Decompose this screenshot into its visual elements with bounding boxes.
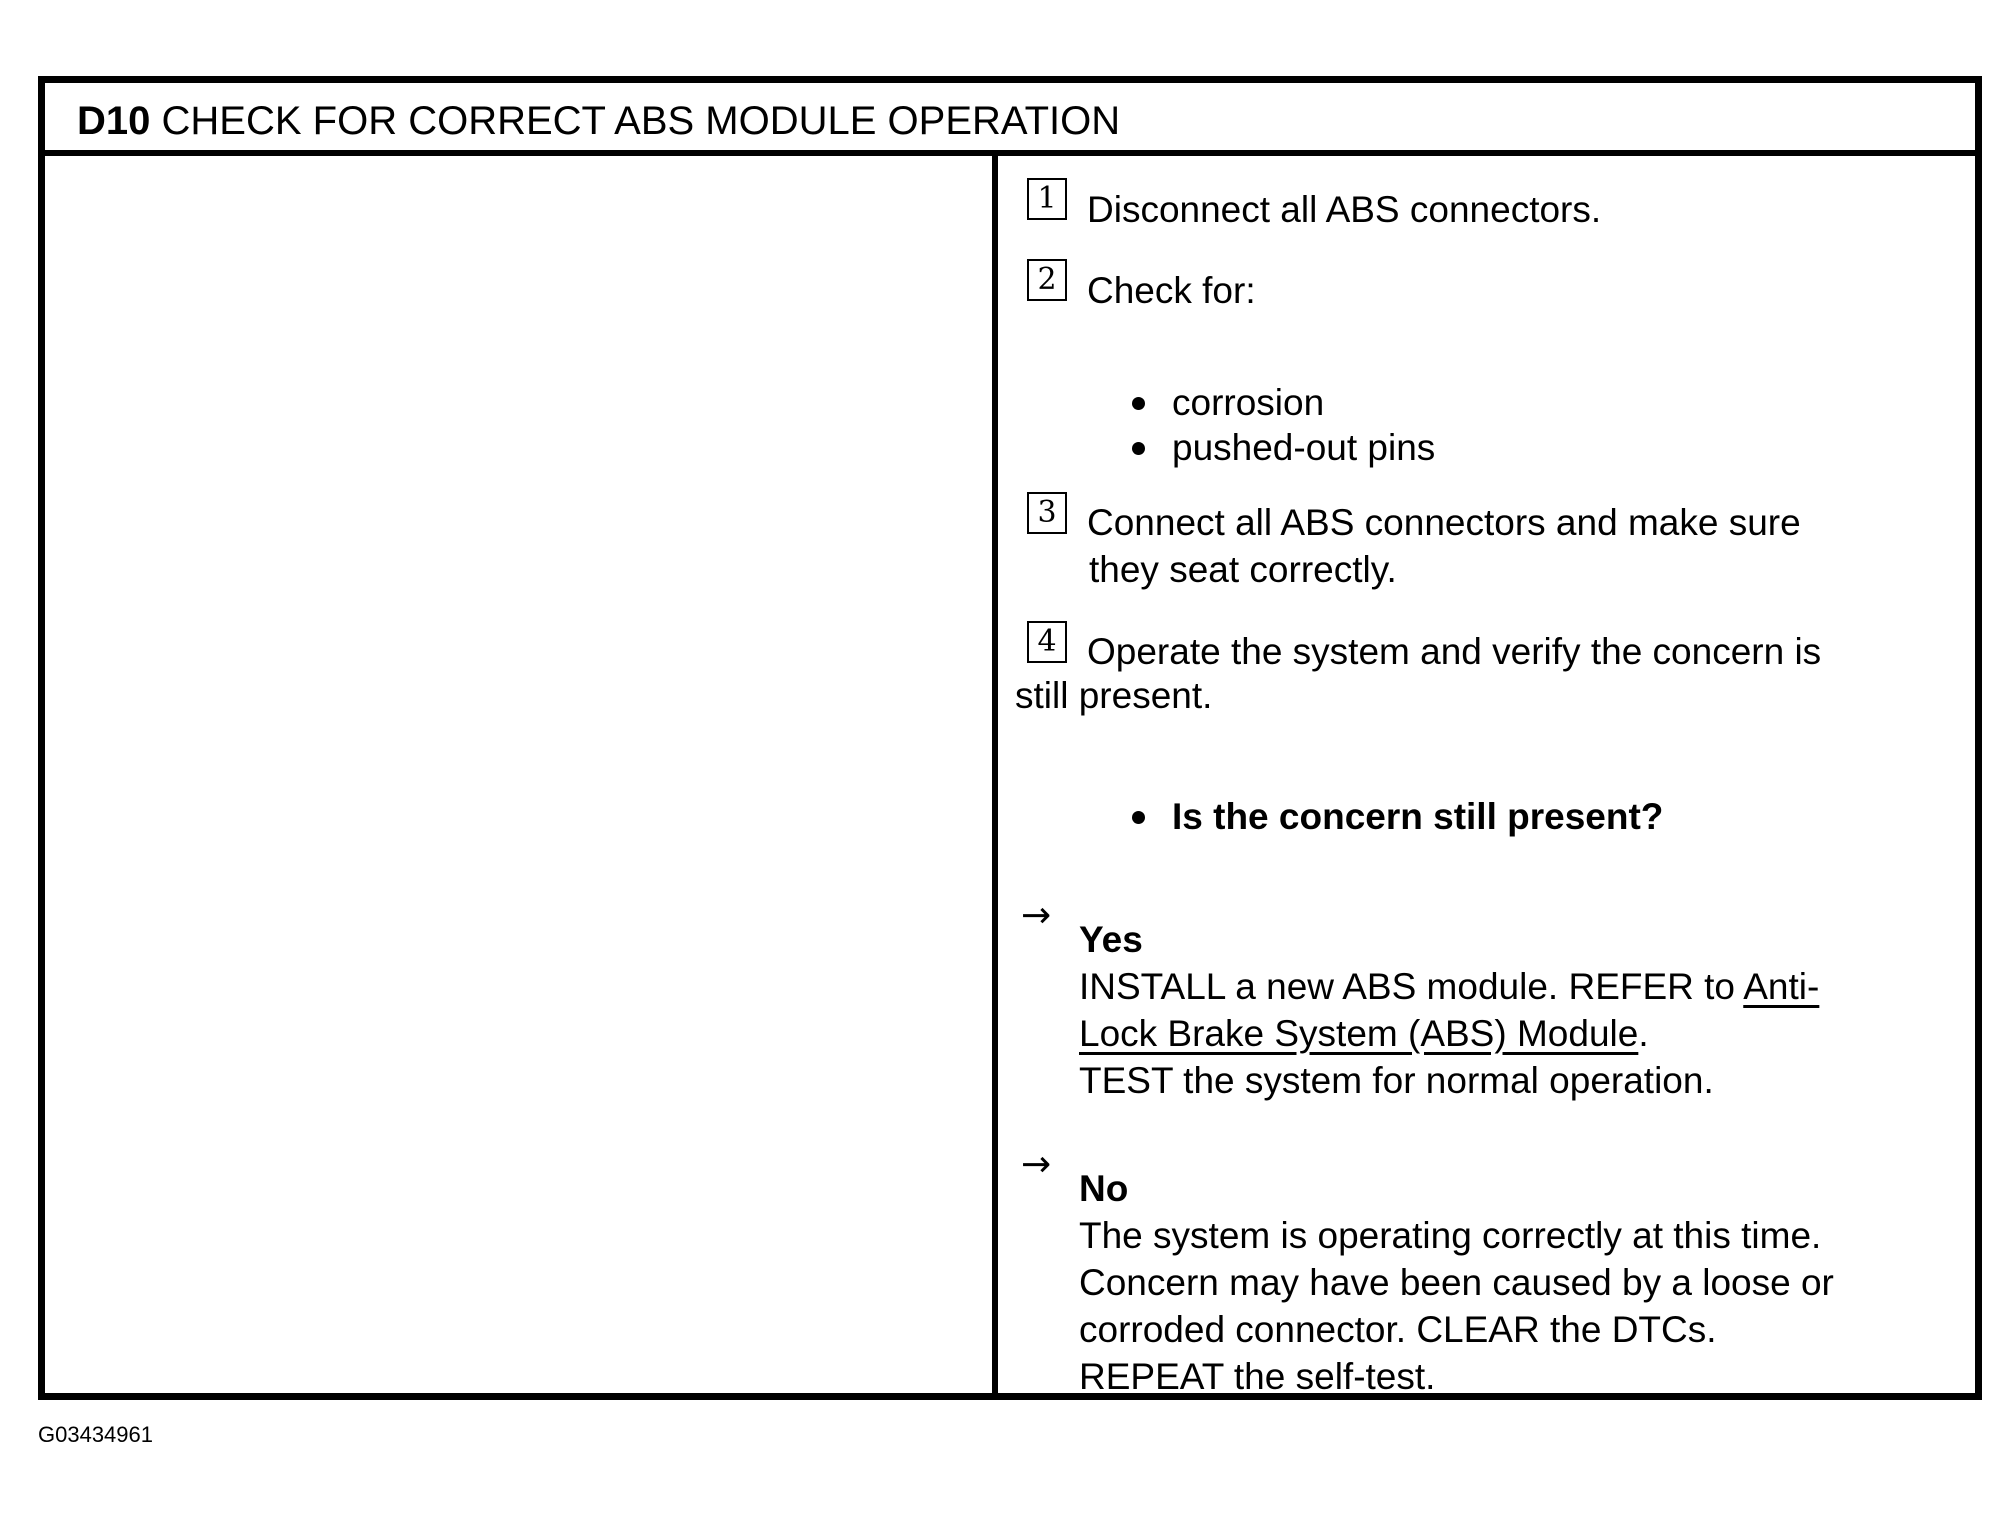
abs-module-link-part-1[interactable]: Anti- (1743, 966, 1820, 1007)
arrow-right-icon: → (1021, 1144, 1052, 1185)
abs-module-link-part-2[interactable]: Lock Brake System (ABS) Module (1079, 1013, 1639, 1054)
check-item-pushed-out-pins: pushed-out pins (1172, 427, 1436, 468)
arrow-right-icon: → (1021, 895, 1052, 936)
step-2-text: Check for: (1087, 270, 1256, 311)
page-title (77, 101, 1120, 141)
bullet-icon (1132, 442, 1145, 455)
step-number-box-4: 4 (1027, 621, 1067, 663)
step-4-text-line-2: still present. (1015, 675, 1213, 716)
step-number-box-1: 1 (1027, 178, 1067, 220)
answer-yes-line-3: TEST the system for normal operation. (1079, 1060, 1714, 1101)
answer-no-line-4: REPEAT the self-test. (1079, 1356, 1436, 1397)
question-text: Is the concern still present? (1172, 796, 1664, 837)
step-number-box-3: 3 (1027, 492, 1067, 534)
step-1-text: Disconnect all ABS connectors. (1087, 189, 1602, 230)
answer-no-line-2: Concern may have been caused by a loose or (1079, 1262, 1834, 1303)
answer-no-line-3: corroded connector. CLEAR the DTCs. (1079, 1309, 1717, 1350)
step-id: D10 (77, 99, 151, 143)
step-3-text-line-2: they seat correctly. (1089, 549, 1397, 590)
answer-no-line-1: The system is operating correctly at this time. (1079, 1215, 1822, 1256)
bullet-icon (1132, 397, 1145, 410)
bullet-icon (1132, 811, 1145, 824)
figure-id: G03434961 (38, 1422, 153, 1447)
answer-yes-instruction: INSTALL a new ABS module. REFER to (1079, 966, 1744, 1007)
instructions-pane (1004, 156, 1975, 1397)
procedure-table (38, 76, 1982, 1400)
answer-yes-label: Yes (1079, 919, 1143, 960)
step-title-text: CHECK FOR CORRECT ABS MODULE OPERATION (161, 99, 1121, 143)
step-4-text-line-1: Operate the system and verify the concern is (1087, 631, 1822, 672)
step-number-box-2: 2 (1027, 259, 1067, 301)
answer-yes-line-2 (1079, 1010, 1649, 1057)
answer-yes-period: . (1638, 1013, 1649, 1054)
check-item-corrosion: corrosion (1172, 382, 1325, 423)
table-header (45, 83, 1975, 156)
step-3-text-line-1: Connect all ABS connectors and make sure (1087, 502, 1801, 543)
illustration-pane (45, 156, 998, 1393)
answer-yes-line-1 (1079, 963, 1819, 1010)
answer-no-label: No (1079, 1168, 1129, 1209)
